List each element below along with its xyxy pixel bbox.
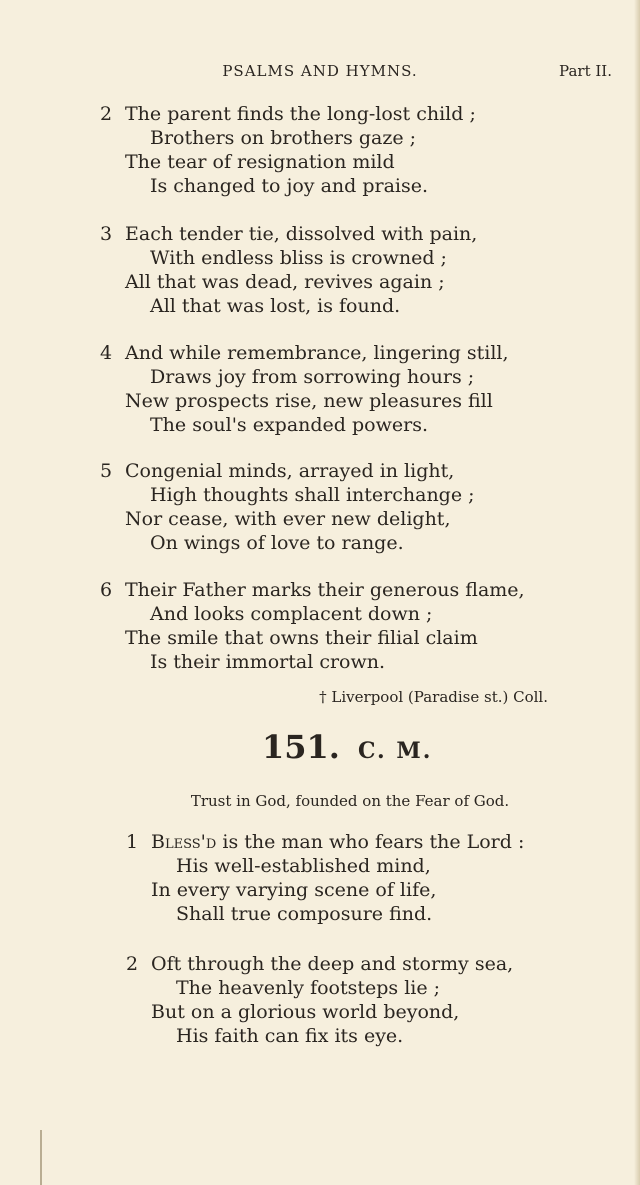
verse-5 [100, 459, 475, 555]
verse-number: 2 [126, 953, 139, 975]
verse-number: 5 [100, 460, 113, 482]
verse-line: Is their immortal crown. [150, 651, 386, 673]
verse-line: And while remembrance, lingering still, [125, 342, 509, 364]
verse-line: With endless bliss is crowned ; [150, 247, 447, 269]
verse-number: 2 [100, 103, 113, 125]
verse-3 [100, 222, 477, 318]
verse-line: In every varying scene of life, [151, 879, 437, 901]
verse-line: Is changed to joy and praise. [150, 175, 429, 197]
verse-line: High thoughts shall interchange ; [150, 484, 475, 506]
verse-line: The heavenly footsteps lie ; [176, 977, 441, 999]
verse-4 [100, 341, 509, 437]
verse-number: 6 [100, 579, 113, 601]
hymn-attribution: † Liverpool (Paradise st.) Coll. [319, 688, 548, 706]
hymn-number: 151. [262, 728, 340, 766]
verse-line: Oft through the deep and stormy sea, [151, 953, 514, 975]
first-word: Bless'd [151, 831, 217, 853]
verse-number: 4 [100, 342, 113, 364]
hymn-verse-2 [126, 952, 513, 1048]
running-header-title: PSALMS AND HYMNS. [222, 62, 418, 80]
verse-line: Nor cease, with ever new delight, [125, 508, 451, 530]
hymn-heading [262, 728, 432, 766]
verse-line: His well-established mind, [176, 855, 431, 877]
verse-line: All that was dead, revives again ; [125, 271, 445, 293]
verse-number: 1 [126, 831, 139, 853]
hymn-meter: C. M. [357, 738, 433, 764]
verse-line: Shall true composure find. [176, 903, 433, 925]
hymn-verse-1 [126, 830, 524, 926]
verse-line: The soul's expanded powers. [150, 414, 428, 436]
verse-number: 3 [100, 223, 113, 245]
verse-line: Brothers on brothers gaze ; [150, 127, 417, 149]
verse-line: New prospects rise, new pleasures fill [125, 390, 493, 412]
verse-6 [100, 578, 525, 674]
verse-line: And looks complacent down ; [150, 603, 433, 625]
verse-line [126, 830, 524, 854]
verse-line: Their Father marks their generous flame, [125, 579, 525, 601]
hymn-subtitle: Trust in God, founded on the Fear of God. [190, 792, 510, 810]
verse-line: But on a glorious world beyond, [151, 1001, 460, 1023]
verse-2 [100, 102, 476, 198]
verse-line: The parent finds the long-lost child ; [125, 103, 476, 125]
running-header-part: Part II. [559, 62, 612, 80]
verse-line: Each tender tie, dissolved with pain, [125, 223, 478, 245]
first-line-rest: is the man who fears the Lord : [216, 831, 525, 853]
verse-line: The smile that owns their filial claim [125, 627, 478, 649]
verse-line: Draws joy from sorrowing hours ; [150, 366, 475, 388]
verse-line: His faith can fix its eye. [176, 1025, 404, 1047]
verse-line: On wings of love to range. [150, 532, 404, 554]
verse-line: Congenial minds, arrayed in light, [125, 460, 455, 482]
page-edge-shadow [634, 0, 640, 1185]
verse-line: The tear of resignation mild [125, 151, 395, 173]
verse-line: All that was lost, is found. [150, 295, 401, 317]
page-edge-mark [40, 1130, 42, 1185]
